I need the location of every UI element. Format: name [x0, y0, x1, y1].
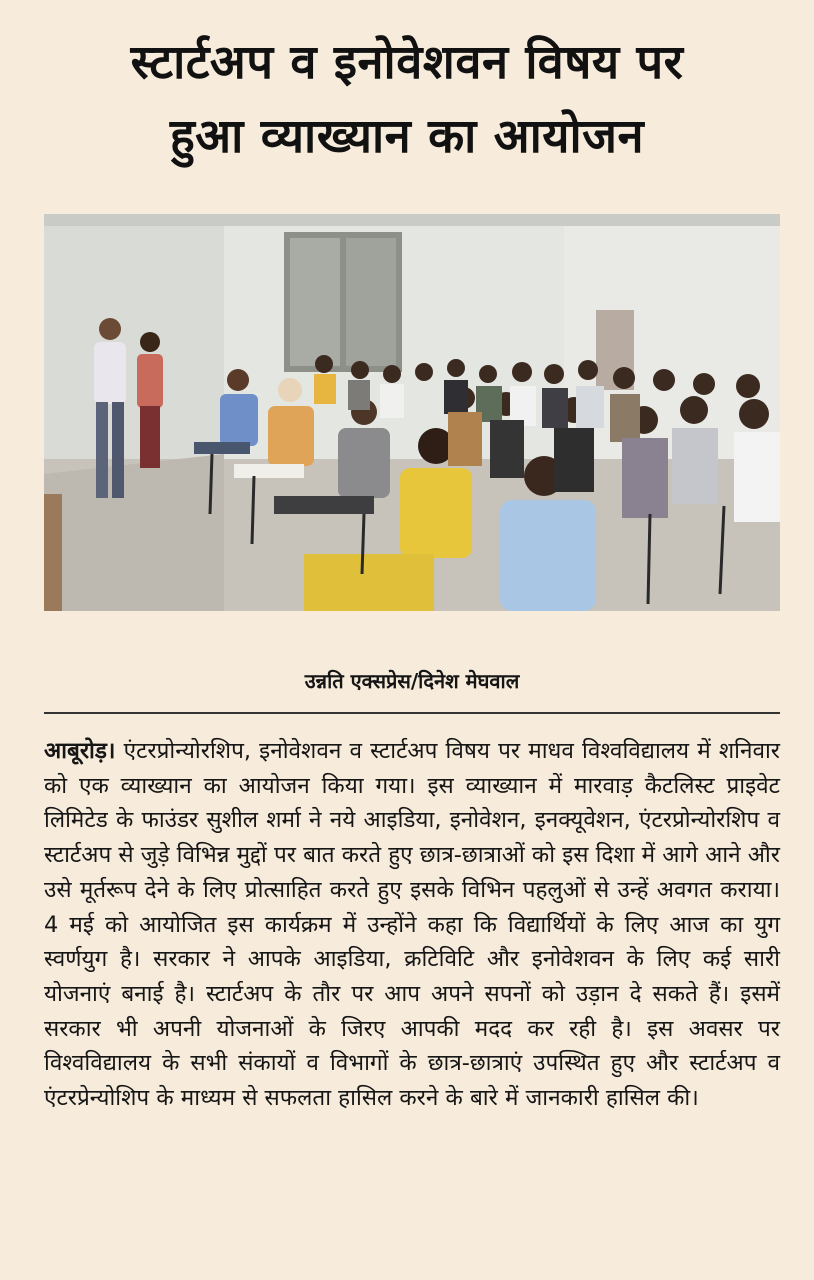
article-body-text: एंटरप्रोन्योरशिप, इनोवेशवन व स्टार्टअप विषय पर माधव विश्वविद्यालय में शनिवार को एक व्याख्यान का आयोजन किया गया। इस व्याख्यान में मारवाड़ कैटलिस्ट प्राइवेट लिमिटेड के फाउंडर सुशील शर्मा ने नये आइडिया, इनोवेशन, इनक्यूवेशन, एंटरप्रोन्योरशिप व स्टार्टअप से जुड़े विभिन्न मुद्दों पर बात करते हुए छात्र-छात्राओं को इस दिशा में आगे आने और उसे मूर्तरूप देने के लिए प्रोत्साहित करते हुए इसके विभिन पहलुओं से उन्हें अवगत कराया। 4 मई को आयोजित इस कार्यक्रम में उन्होंने कहा कि विद्यार्थियों के लिए आज का युग स्वर्णयुग है। सरकार ने आपके आइडिया, क्रटिविटि और इनोवेशवन के लिए कई सारी योजनाएं बनाई है। स्टार्टअप के तौर पर आप अपने सपनों को उड़ान दे सकते हैं। इसमें सरकार भी अपनी योजनाओं के जिरए आपकी मदद कर रही है। इस अवसर पर विश्वविद्यालय के सभी संकायों व विभागों के छात्र-छात्राएं उपस्थित हुए और स्टार्टअप व एंटरप्रेन्योशिप के माध्यम से सफलता हासिल करने के बारे में जानकारी हासिल की।: [44, 738, 781, 1112]
dateline: आबूरोड़।: [44, 738, 116, 764]
article-body: [44, 734, 780, 1116]
headline: [20, 26, 794, 174]
lecture-photo-illustration: [44, 214, 780, 611]
byline: उन्नति एक्सप्रेस/दिनेश मेघवाल: [304, 669, 520, 693]
article-photo: [44, 214, 780, 611]
headline-line-2: हुआ व्याख्यान का आयोजन: [169, 109, 645, 164]
headline-line-1: स्टार्टअप व इनोवेशवन विषय पर: [130, 35, 684, 90]
byline-rule: [44, 712, 780, 714]
